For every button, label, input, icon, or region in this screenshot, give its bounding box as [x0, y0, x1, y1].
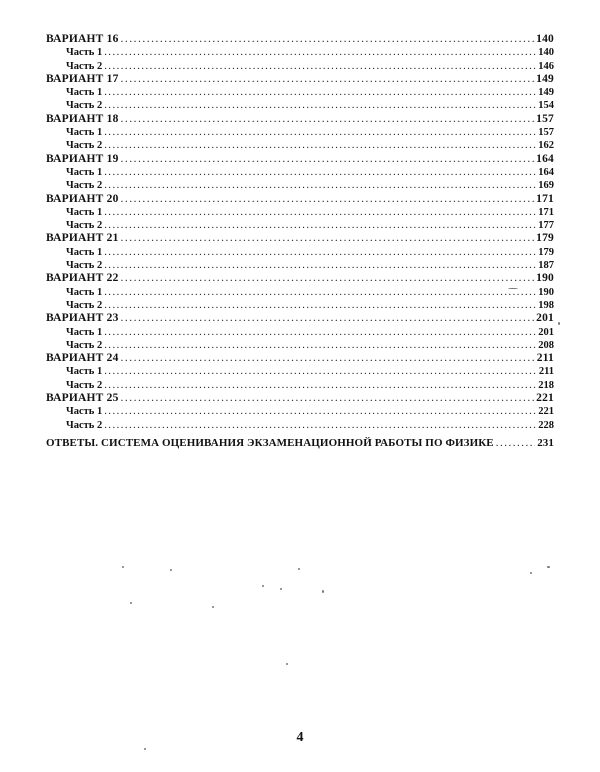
part-label: Часть 1 — [66, 366, 103, 378]
toc-entry-part[interactable] — [46, 246, 554, 259]
toc-entry-part[interactable] — [46, 326, 554, 339]
page-ref: 154 — [538, 100, 554, 112]
page-number: 4 — [296, 730, 304, 745]
scan-speck — [508, 288, 518, 289]
toc-entry-part[interactable] — [46, 60, 554, 73]
toc-entry-part[interactable] — [46, 206, 554, 219]
dot-leader — [104, 365, 537, 378]
page-ref: 140 — [536, 33, 554, 45]
toc-entry-variant-18[interactable] — [46, 113, 554, 126]
part-label: Часть 2 — [66, 260, 103, 272]
variant-label: ВАРИАНТ 16 — [46, 33, 119, 45]
toc-entry-part[interactable] — [46, 259, 554, 272]
toc-entry-variant-21[interactable] — [46, 232, 554, 245]
scan-speck — [558, 322, 560, 325]
toc-entry-part[interactable] — [46, 166, 554, 179]
variant-label: ВАРИАНТ 21 — [46, 232, 119, 245]
page-ref: 218 — [538, 379, 554, 391]
scan-speck — [286, 663, 288, 665]
page-ref: 221 — [536, 392, 554, 405]
part-label: Часть 1 — [66, 246, 103, 258]
toc-entry-part[interactable] — [46, 365, 554, 378]
dot-leader — [104, 419, 536, 432]
dot-leader — [121, 232, 535, 245]
part-label: Часть 2 — [66, 220, 103, 232]
part-label: Часть 2 — [66, 100, 103, 112]
dot-leader — [104, 286, 536, 299]
page-ref: 140 — [538, 47, 554, 59]
toc-entry-part[interactable] — [46, 299, 554, 312]
part-label: Часть 1 — [66, 286, 103, 298]
page-ref: 179 — [538, 246, 554, 258]
dot-leader — [104, 126, 536, 139]
page-ref: 162 — [538, 140, 554, 152]
dot-leader — [104, 139, 536, 152]
part-label: Часть 1 — [66, 206, 103, 218]
page-ref: 201 — [538, 326, 554, 338]
answers-label: ОТВЕТЫ. СИСТЕМА ОЦЕНИВАНИЯ ЭКЗАМЕНАЦИОННОЙ РАБОТЫ ПО ФИЗИКЕ — [46, 436, 494, 449]
toc-entry-variant-20[interactable] — [46, 193, 554, 206]
dot-leader — [496, 437, 535, 450]
toc-entry-variant-24[interactable] — [46, 352, 554, 365]
page-ref: 231 — [537, 436, 554, 449]
page-ref: 221 — [538, 406, 554, 418]
toc-entry-part[interactable] — [46, 139, 554, 152]
page-ref: 164 — [536, 152, 554, 165]
page-ref: 179 — [536, 232, 554, 245]
part-label: Часть 2 — [66, 60, 103, 72]
part-label: Часть 1 — [66, 406, 103, 418]
toc-entry-variant-19[interactable] — [46, 153, 554, 166]
part-label: Часть 2 — [66, 299, 103, 311]
page-ref: 201 — [536, 312, 554, 325]
page-ref: 208 — [538, 339, 554, 351]
page-ref: 149 — [538, 87, 554, 99]
variant-label: ВАРИАНТ 22 — [46, 272, 119, 285]
page-ref: 169 — [538, 180, 554, 192]
scan-speck — [547, 566, 550, 568]
part-label: Часть 1 — [66, 326, 103, 338]
dot-leader — [121, 193, 535, 206]
part-label: Часть 2 — [66, 339, 103, 351]
dot-leader — [121, 312, 535, 325]
scan-speck — [122, 566, 124, 568]
toc-entry-part[interactable] — [46, 339, 554, 352]
page-ref: 190 — [536, 272, 554, 285]
dot-leader — [104, 179, 536, 192]
part-label: Часть 2 — [66, 379, 103, 391]
toc-entry-variant-22[interactable] — [46, 272, 554, 285]
page-ref: 157 — [538, 127, 554, 139]
page-ref: 228 — [538, 419, 554, 431]
variant-label: ВАРИАНТ 17 — [46, 72, 119, 85]
page-ref: 157 — [536, 112, 554, 125]
variant-label: ВАРИАНТ 23 — [46, 312, 119, 325]
toc-entry-part[interactable] — [46, 126, 554, 139]
toc-entry-part[interactable] — [46, 219, 554, 232]
page-ref: 164 — [538, 166, 554, 178]
page-ref: 149 — [536, 72, 554, 85]
part-label: Часть 2 — [66, 419, 103, 431]
scan-speck — [530, 572, 532, 574]
part-label: Часть 2 — [66, 180, 103, 192]
dot-leader — [104, 339, 536, 352]
page-ref: 171 — [538, 206, 554, 218]
scan-speck — [280, 588, 282, 590]
dot-leader — [104, 299, 536, 312]
dot-leader — [104, 206, 536, 219]
scan-speck — [262, 585, 264, 587]
toc-entry-variant-25[interactable] — [46, 392, 554, 405]
dot-leader — [104, 46, 536, 59]
scan-speck — [144, 748, 146, 750]
page-ref: 187 — [538, 260, 554, 272]
variant-label: ВАРИАНТ 20 — [46, 192, 119, 205]
page-ref: 198 — [538, 299, 554, 311]
scan-speck — [170, 569, 172, 571]
dot-leader — [121, 33, 535, 46]
page-ref: 171 — [536, 192, 554, 205]
dot-leader — [104, 379, 536, 392]
part-label: Часть 1 — [66, 47, 103, 59]
dot-leader — [104, 60, 536, 73]
variant-label: ВАРИАНТ 24 — [46, 352, 119, 365]
dot-leader — [121, 272, 535, 285]
toc-entry-part[interactable] — [46, 419, 554, 432]
dot-leader — [104, 86, 536, 99]
toc-entry-part[interactable] — [46, 99, 554, 112]
scan-speck — [212, 606, 214, 608]
page-ref: 211 — [538, 366, 554, 378]
toc-entry-variant-17[interactable] — [46, 73, 554, 86]
toc-entry-part[interactable] — [46, 405, 554, 418]
dot-leader — [104, 166, 536, 179]
dot-leader — [121, 113, 535, 126]
part-label: Часть 2 — [66, 140, 103, 152]
toc-entry-part[interactable] — [46, 86, 554, 99]
scan-speck — [322, 590, 324, 593]
dot-leader — [104, 219, 536, 232]
page-ref: 177 — [538, 220, 554, 232]
toc-entry-variant-16[interactable] — [46, 33, 554, 46]
dot-leader — [121, 352, 535, 365]
scan-speck — [130, 602, 132, 604]
part-label: Часть 1 — [66, 87, 103, 99]
dot-leader — [104, 326, 536, 339]
page-ref: 146 — [538, 60, 554, 72]
part-label: Часть 1 — [66, 127, 103, 139]
dot-leader — [121, 153, 535, 166]
table-of-contents — [46, 33, 554, 450]
page-ref: 190 — [538, 286, 554, 298]
toc-entry-answers[interactable] — [46, 437, 554, 450]
page-ref: 211 — [536, 352, 554, 365]
variant-label: ВАРИАНТ 25 — [46, 392, 119, 405]
variant-label: ВАРИАНТ 19 — [46, 152, 119, 165]
dot-leader — [104, 405, 536, 418]
toc-entry-part[interactable] — [46, 379, 554, 392]
toc-entry-part[interactable] — [46, 179, 554, 192]
dot-leader — [121, 73, 535, 86]
dot-leader — [104, 259, 536, 272]
part-label: Часть 1 — [66, 166, 103, 178]
scan-speck — [298, 568, 300, 570]
dot-leader — [121, 392, 535, 405]
dot-leader — [104, 246, 536, 259]
toc-entry-variant-23[interactable] — [46, 312, 554, 325]
dot-leader — [104, 99, 536, 112]
variant-label: ВАРИАНТ 18 — [46, 112, 119, 125]
toc-entry-part[interactable] — [46, 286, 554, 299]
toc-entry-part[interactable] — [46, 46, 554, 59]
